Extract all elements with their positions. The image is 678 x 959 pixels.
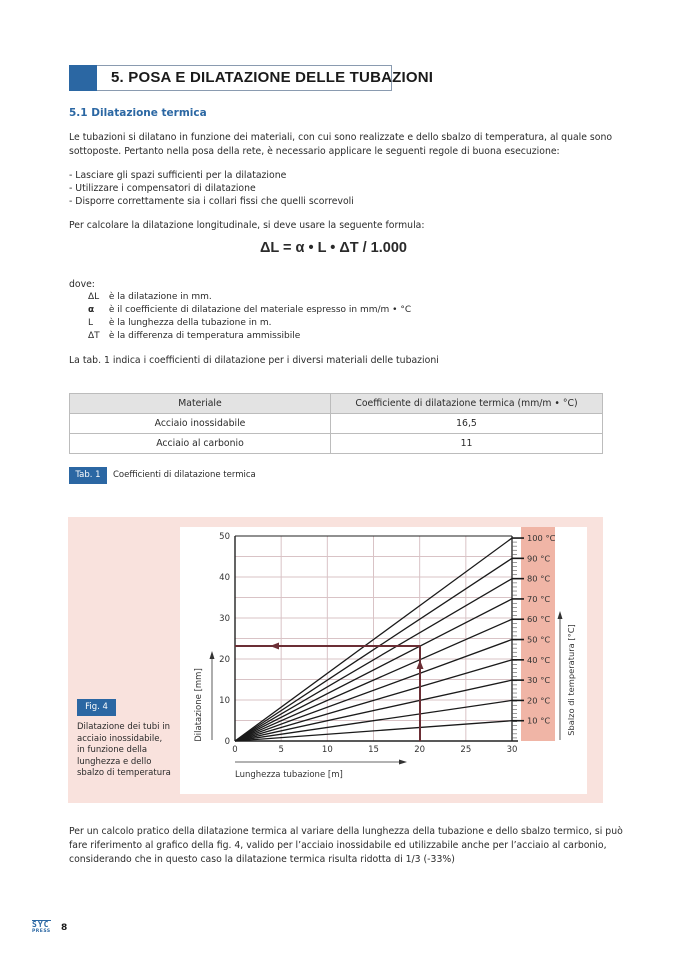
y-axis-title: Dilatazione [mm] [194,668,204,742]
caption-line: lunghezza e dello [77,756,152,767]
definition-symbol: L [88,318,94,328]
caption-line: sbalzo di temperatura [77,768,171,778]
svg-text:10 °C: 10 °C [527,715,551,726]
arrow-up-icon [210,651,215,659]
definition-text: è la lunghezza della tubazione in m. [108,318,272,328]
closing-line-1: Per un calcolo pratico della dilatazione termica al variare della lunghezza della tubazione e dello sbalzo termico, si può [69,826,623,837]
rule-item: - Lasciare gli spazi sufficienti per la dilatazione [69,170,287,181]
guide-left-arrow-icon [270,643,279,650]
svg-text:0: 0 [224,737,230,747]
svg-text:0: 0 [232,745,238,755]
svg-text:90 °C: 90 °C [527,553,551,564]
table-caption: Coefficienti di dilatazione termica [113,470,256,480]
svg-text:20: 20 [414,745,426,755]
formula-intro: Per calcolare la dilatazione longitudinale, si deve usare la seguente formula: [69,220,425,231]
svg-text:30: 30 [506,745,518,755]
closing-line-2: fare riferimento al grafico della fig. 4, valido per l’acciaio inossidabile ed utilizzabile anche per l’acciaio al carbonio, [69,840,607,851]
definition-symbol: ΔL [88,292,100,302]
arrow-up-icon [558,611,563,619]
svg-text:25: 25 [460,745,472,755]
intro-line-2: sottoposte. Pertanto nella posa della rete, è necessario applicare le seguenti regole di buona esecuzione: [69,146,560,157]
svg-text:50: 50 [219,532,230,542]
temperature-lines [235,538,524,741]
caption-line: in funzione della [77,745,148,755]
cell-material: Acciaio inossidabile [70,414,331,434]
x-tick-labels [232,745,517,755]
svg-text:70 °C: 70 °C [527,593,551,604]
svg-text:60 °C: 60 °C [527,614,551,625]
rule-item: - Utilizzare i compensatori di dilatazione [69,183,256,194]
svg-text:80 °C: 80 °C [527,573,551,584]
column-header-coefficient: Coefficiente di dilatazione termica (mm/m • °C) [331,394,603,414]
definition-text: è il coefficiente di dilatazione del materiale espresso in mm/m • °C [108,305,412,315]
definition-symbol: ΔT [88,331,100,341]
temperature-scale-ticks [512,538,517,738]
page-number: 8 [61,923,68,933]
rule-item: - Disporre correttamente sia i collari fissi che quelli scorrevoli [69,196,354,207]
logo-bottom-text: PRESS [32,929,51,934]
cell-coefficient: 11 [331,434,603,454]
intro-line-1: Le tubazioni si dilatano in funzione dei materiali, con cui sono realizzate e dello sbalzo di temperatura, al quale sono [69,132,613,143]
caption-line: Dilatazione dei tubi in [77,722,170,732]
definition-text: è la differenza di temperatura ammissibile [108,331,301,341]
svg-text:15: 15 [368,745,379,755]
definitions-label: dove: [69,279,95,290]
table-badge: Tab. 1 [69,467,107,484]
definition-symbol: α [88,305,95,315]
figure-badge: Fig. 4 [77,699,116,716]
svg-text:30 °C: 30 °C [527,675,551,686]
publisher-logo [32,920,51,935]
svg-text:40 °C: 40 °C [527,654,551,665]
cell-material: Acciaio al carbonio [70,434,331,454]
table-intro: La tab. 1 indica i coefficienti di dilatazione per i diversi materiali delle tubazioni [69,355,439,366]
arrow-right-icon [399,760,407,765]
svg-text:40: 40 [219,573,230,583]
svg-text:20: 20 [219,655,230,665]
cell-coefficient: 16,5 [331,414,603,434]
section-title: 5.1 Dilatazione termica [69,107,207,119]
chapter-title: 5. POSA E DILATAZIONE DELLE TUBAZIONI [111,69,434,86]
y-tick-labels [219,532,230,747]
definition-text: è la dilatazione in mm. [108,292,212,302]
logo-top-text: SYC [32,920,50,929]
svg-text:20 °C: 20 °C [527,695,551,706]
svg-text:50 °C: 50 °C [527,634,551,645]
svg-text:100 °C: 100 °C [527,533,556,544]
column-header-material: Materiale [70,394,331,414]
right-axis-title: Sbalzo di temperatura [°C] [566,624,576,736]
caption-line: acciaio inossidabile, [77,733,163,744]
formula: ΔL = α • L • ΔT / 1.000 [260,240,407,256]
svg-text:10: 10 [219,696,230,706]
svg-text:5: 5 [278,745,284,755]
x-axis-title: Lunghezza tubazione [m] [235,770,343,780]
closing-line-3: considerando che in questo caso la dilatazione termica risulta ridotta di 1/3 (-33%) [69,854,455,865]
svg-text:10: 10 [321,745,333,755]
svg-text:30: 30 [219,614,230,624]
